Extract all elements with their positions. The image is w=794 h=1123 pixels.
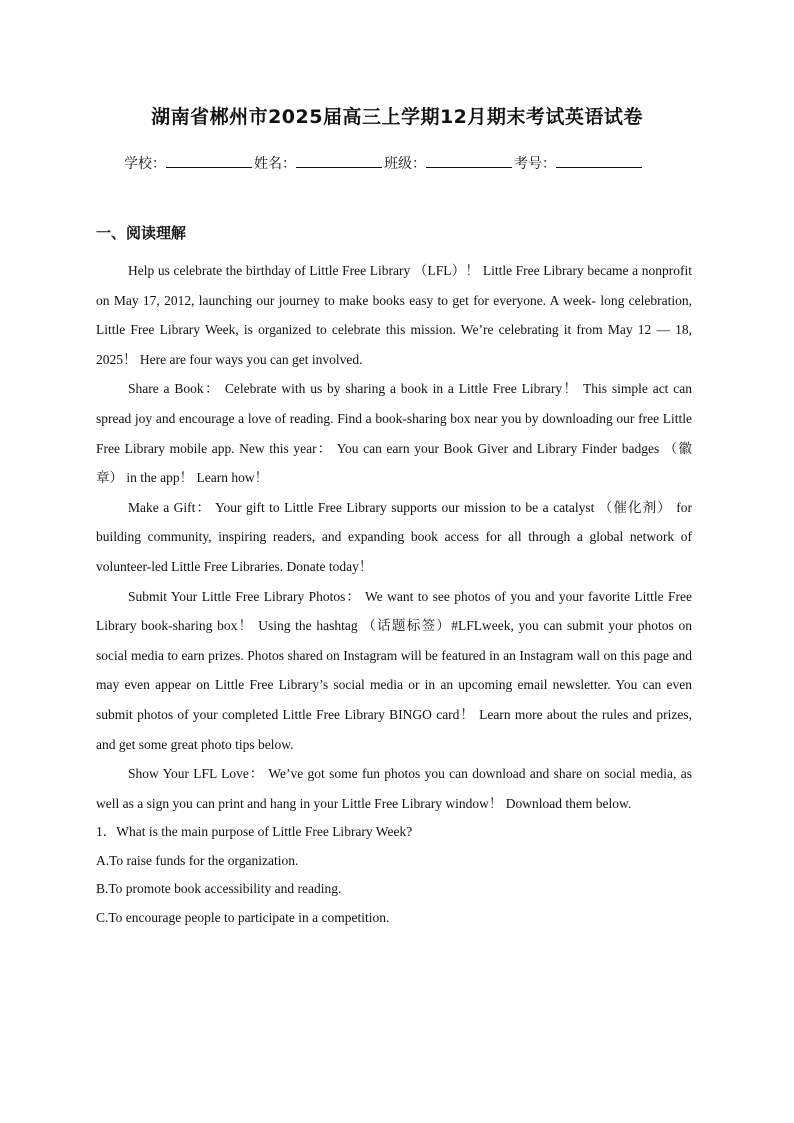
passage-paragraph: Make a Gift： Your gift to Little Free Library supports our mission to be a catalyst （催化剂） for building community, inspiring readers, and expanding book access for all through a global network of volunteer-led Little Free Libraries. Donate today！ (96, 499, 692, 574)
section-heading: 一、阅读理解 (96, 224, 187, 242)
field-class (384, 153, 514, 173)
student-info-fields (124, 153, 644, 173)
field-class-label: 班级： (384, 156, 426, 172)
passage-paragraph: Show Your LFL Love： We’ve got some fun photos you can download and share on social media, as well as a sign you can print and hang in your Little Free Library window！ Download them below. (96, 766, 692, 811)
answer-option-a[interactable]: A.To raise funds for the organization. (96, 852, 299, 868)
field-school-label: 学校： (124, 156, 166, 172)
field-class-blank[interactable] (426, 153, 512, 168)
passage-paragraph: Share a Book： Celebrate with us by sharing a book in a Little Free Library！ This simple act can spread joy and encourage a love of reading. Find a book-sharing box near you by downloading our free Little Free Library mobile app. New this year： You can earn your Book Giver and Library Finder badges （徽章） in the app！ Learn how！ (96, 381, 692, 486)
field-school-blank[interactable] (166, 153, 252, 168)
passage-paragraph: Submit Your Little Free Library Photos： We want to see photos of you and your favorite Little Free Library book-sharing box！ Using the hashtag （话题标签）#LFLweek, you can submit your photos on social media to earn prizes. Photos shared on Instagram will be featured in an Instagram wall on this page and may even appear on Little Free Library’s social media or in an upcoming email newsletter. You can even submit photos of your completed Little Free Library BINGO card！ Learn more about the rules and prizes, and get some great photo tips below. (96, 588, 692, 752)
answer-option-c[interactable]: C.To encourage people to participate in a competition. (96, 909, 390, 925)
field-school (124, 153, 254, 173)
field-exam-number (514, 153, 644, 173)
field-exam-number-blank[interactable] (556, 153, 642, 168)
field-name-label: 姓名： (254, 156, 296, 172)
answer-option-b[interactable]: B.To promote book accessibility and reading. (96, 881, 342, 897)
field-name-blank[interactable] (296, 153, 382, 168)
exam-title: 湖南省郴州市2025届高三上学期12月期末考试英语试卷 (151, 106, 643, 128)
field-exam-number-label: 考号： (514, 156, 556, 172)
passage-body (96, 256, 692, 932)
field-name (254, 153, 384, 173)
passage-paragraph: Help us celebrate the birthday of Little Free Library （LFL）！ Little Free Library became a nonprofit on May 17, 2012, launching our journey to make books easy to get for everyone. A week- long celebration, Little Free Library Week, is organized to celebrate this mission. We’re celebrating it from May 12 — 18, 2025！ Here are four ways you can get involved. (96, 263, 692, 367)
question-stem: 1．What is the main purpose of Little Free Library Week? (96, 824, 413, 840)
